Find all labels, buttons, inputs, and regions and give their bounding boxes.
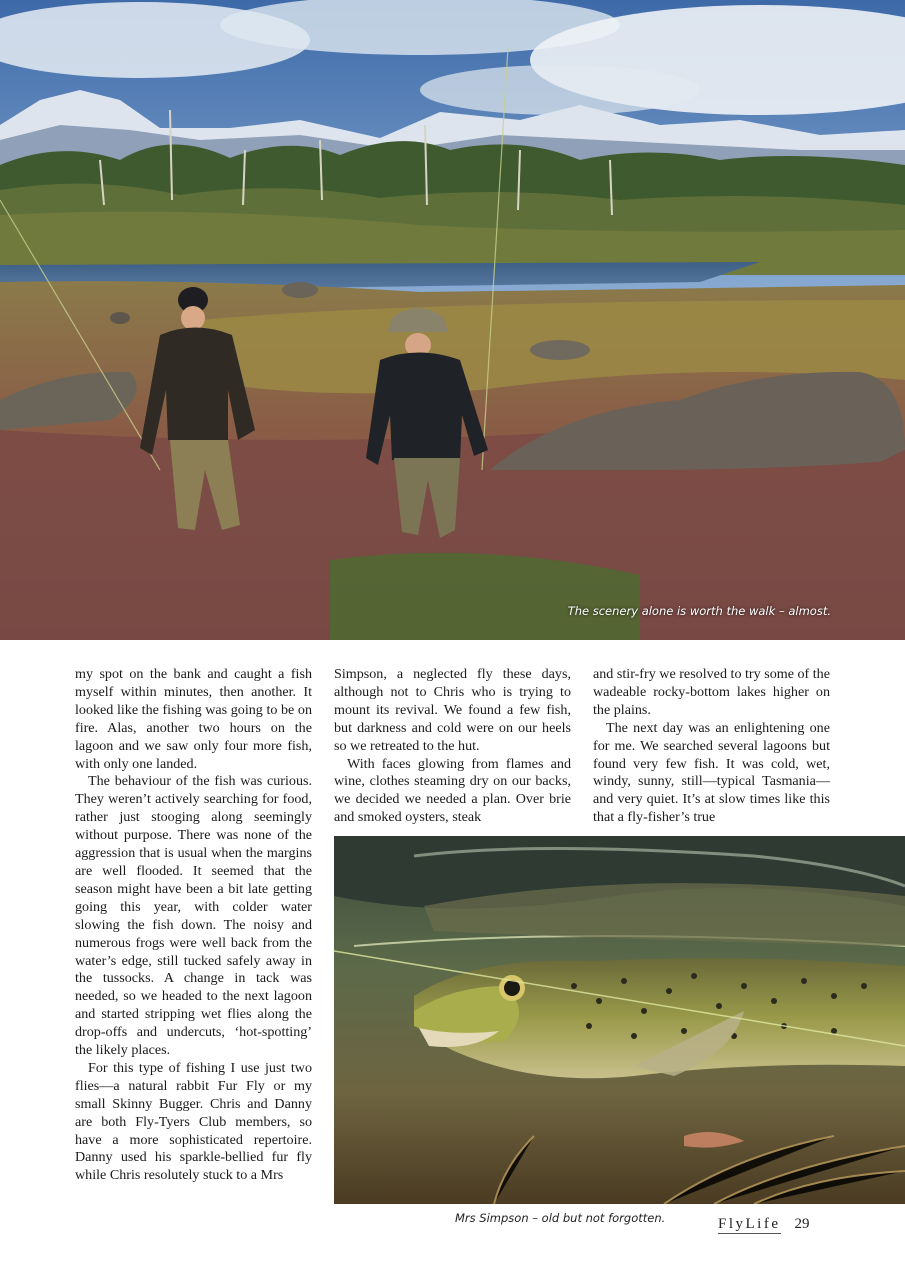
paragraph: The next day was an enlightening one for me. We searched several lagoons but found very few fish. It was cold, wet, windy, sunny, still—typical Tasmania—and very quiet. It’s at slow times like this that a fly-fisher’s true [593, 719, 830, 826]
magazine-name: FlyLife [718, 1216, 781, 1232]
paragraph: Simpson, a neglected fly these days, although not to Chris who is trying to mount its revival. We found a few fish, but darkness and cold were on our heels so we retreated to the hut. [334, 666, 571, 754]
page-folio [718, 1216, 810, 1236]
paragraph: With faces glowing from flames and wine, clothes steaming dry on our backs, we decided we needed a plan. Over brie and smoked oysters, steak [334, 755, 571, 826]
trout-caption: Mrs Simpson – old but not forgotten. [455, 1211, 666, 1225]
article-column-3 [593, 666, 830, 826]
trout-photo [334, 836, 905, 1204]
trout-illustration [334, 836, 905, 1204]
article-column-1 [75, 666, 312, 1196]
paragraph: my spot on the bank and caught a fish myself within minutes, then another. It looked like the fishing was going to be on fire. Alas, another two hours on the lagoon and we saw only four more fish, with only one landed. [75, 666, 312, 772]
scenery-caption: The scenery alone is worth the walk – almost. [567, 604, 831, 618]
paragraph: The behaviour of the fish was curious. They weren’t actively searching for food, rather just stooging along seemingly without purpose. There was none of the aggression that is usual when the margins are well flooded. It seemed that the season might have been a bit late getting going this year, with colder water slowing the fish down. The noisy and numerous frogs were well back from the water’s edge, still tucked safely away in the tussocks. A change in tack was needed, so we headed to the next lagoon and started stripping wet flies along the drop-offs and undercuts, ‘hot-spotting’ the likely places. [75, 773, 312, 1059]
paragraph: For this type of fishing I use just two flies—a natural rabbit Fur Fly or my small Skinny Bugger. Chris and Danny are both Fly-Tyers Club members, so have a more sophisticated repertoire. Danny used his sparkle-bellied fur fly while Chris resolutely stuck to a Mrs [75, 1059, 312, 1184]
paragraph: and stir-fry we resolved to try some of the wadeable rocky-bottom lakes higher on the plains. [593, 666, 830, 718]
page-number: 29 [794, 1216, 810, 1232]
article-column-2 [334, 666, 571, 826]
